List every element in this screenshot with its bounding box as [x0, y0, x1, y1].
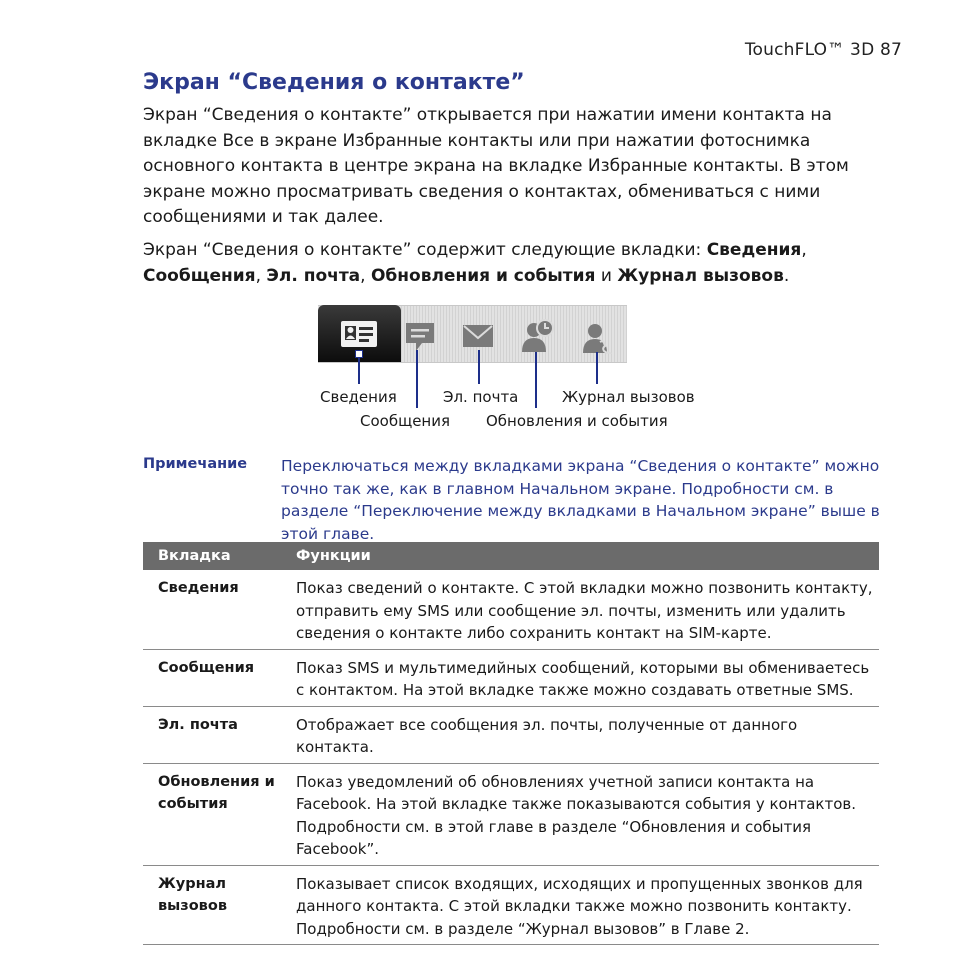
row-desc: Отображает все сообщения эл. почты, полученные от данного контакта. — [284, 706, 879, 763]
tab-name-messages: Сообщения — [143, 265, 256, 286]
callout-line-messages — [416, 350, 418, 408]
tab-name-calls: Журнал вызовов — [617, 265, 784, 286]
label-messages: Сообщения — [360, 412, 451, 430]
callout-line-updates — [535, 352, 537, 408]
tab-name-details: Сведения — [706, 240, 802, 260]
running-header: TouchFLO™ 3D 87 — [744, 40, 902, 60]
updates-icon[interactable] — [520, 318, 556, 354]
row-desc: Показ SMS и мультимедийных сообщений, которыми вы обмениваетесь с контактом. На этой вкладке также можно создавать ответные SMS. — [284, 649, 879, 706]
row-tab: Сведения — [143, 570, 284, 649]
intro-paragraph: Экран “Сведения о контакте” открывается при нажатии имени контакта на вкладке Все в экране Избранные контакты или при нажатии фотоснимка основного контакта в центре экрана на вкладке Избранные контакты. В этом экране можно просматривать сведения о контактах, обмениваться с ними сообщениями и так далее. — [143, 105, 849, 227]
tab-name-updates: Обновления и события — [370, 265, 596, 286]
tabs-paragraph — [143, 238, 863, 289]
label-details: Сведения — [320, 388, 397, 406]
callout-dot-details — [355, 350, 363, 358]
tabs-intro: Экран “Сведения о контакте” содержит следующие вкладки: — [143, 240, 707, 260]
note-text: Переключаться между вкладками экрана “Сведения о контакте” можно точно так же, как в главном Начальном экране. Подробности см. в разделе “Переключение между вкладками в Начальном экране” выше в этой главе. — [281, 457, 880, 543]
table-row — [143, 570, 879, 649]
header-tab: Вкладка — [143, 542, 284, 570]
table-row — [143, 706, 879, 763]
table-row — [143, 649, 879, 706]
label-email: Эл. почта — [443, 388, 519, 406]
row-tab: Обновления и события — [143, 763, 284, 865]
table-row — [143, 865, 879, 945]
row-tab: Сообщения — [143, 649, 284, 706]
label-updates: Обновления и события — [486, 412, 668, 430]
header-functions: Функции — [284, 542, 879, 570]
callout-line-email — [478, 350, 480, 384]
label-calls: Журнал вызовов — [562, 388, 695, 406]
row-desc: Показывает список входящих, исходящих и пропущенных звонков для данного контакта. С этой вкладки также можно позвонить контакту. Подробности см. в разделе “Журнал вызовов” в Главе 2. — [284, 865, 879, 945]
page-title: Экран “Сведения о контакте” — [143, 70, 525, 95]
call-history-icon[interactable] — [580, 320, 614, 354]
separator: и — [595, 265, 618, 286]
row-tab: Эл. почта — [143, 706, 284, 763]
callout-line-calls — [596, 352, 598, 384]
row-desc: Показ сведений о контакте. С этой вкладки можно позвонить контакту, отправить ему SMS или сообщение эл. почты, изменить или удалить сведения о контакте либо сохранить контакт на SIM-карте. — [284, 570, 879, 649]
row-tab: Журнал вызовов — [143, 865, 284, 945]
note-label: Примечание — [143, 456, 248, 472]
separator: , — [255, 265, 267, 286]
table-header-row — [143, 542, 879, 570]
tab-name-email: Эл. почта — [266, 265, 361, 286]
email-icon[interactable] — [462, 324, 494, 348]
row-desc: Показ уведомлений об обновлениях учетной записи контакта на Facebook. На этой вкладке также показываются события у контактов. Подробности см. в этой главе в разделе “Обновления и события Facebook”. — [284, 763, 879, 865]
separator: . — [783, 265, 790, 286]
separator: , — [360, 265, 371, 286]
table-row — [143, 763, 879, 865]
feature-table — [143, 542, 879, 945]
contact-card-icon[interactable] — [340, 320, 378, 350]
message-icon[interactable] — [404, 321, 436, 353]
separator: , — [801, 240, 807, 260]
